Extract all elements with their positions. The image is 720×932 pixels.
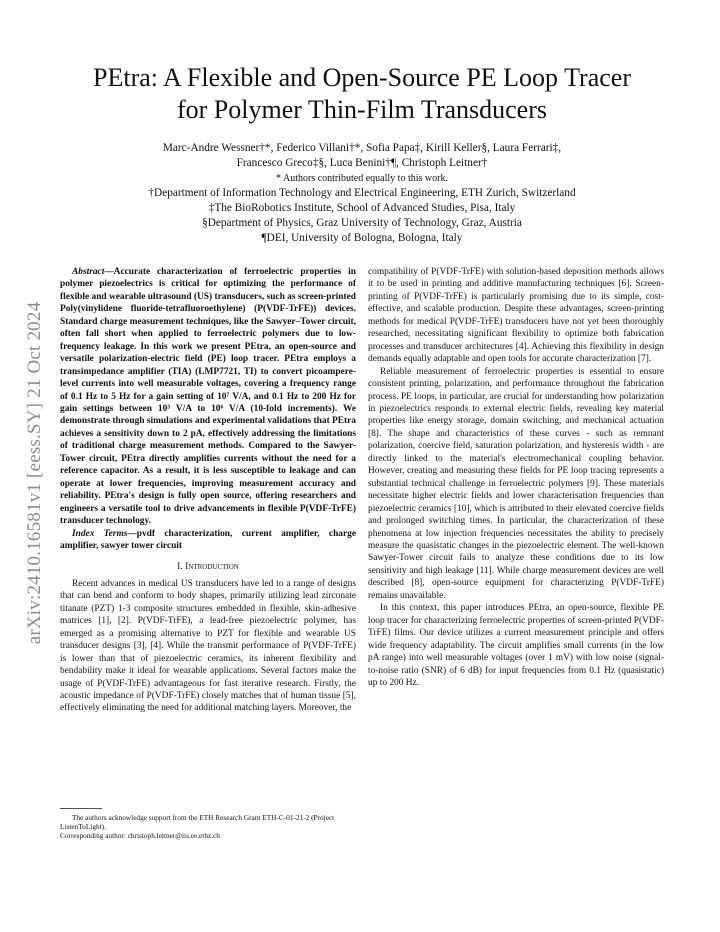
author-block xyxy=(90,141,634,246)
intro-paragraph-2: Reliable measurement of ferroelectric properties is essential to ensure consistent printing, polarization, and performance throughout the fabrication process. PE loops, in particular, are crucial for understanding how polarization in piezoelectrics responds to external electric fields, revealing key material properties like energy storage, domain switching, and mechanical actuation [8]. The shape and characteristics of these curves - such as remnant polarization, coercive field, saturation polarization, and hysteresis width - are directly linked to the material's electromechanical coupling behavior. However, creating and measuring these fields for PE loop tracing represents a substantial technical challenge in ferroelectric polymers [9]. These materials necessitate higher electric fields and lower characterisation frequencies than piezoelectric ceramics [10], which is attributed to their elevated coercive fields and prolonged switching times. In particular, the characterization of these phenomena at low injection frequencies necessitates the ability to precisely measure the quasistatic changes in the piezoelectric element. The well-known Sawyer-Tower circuit fails to analyze these conditions due to its low sensitivity and high leakage [11]. While charge measurement devices are well described [8], open-source equipment for characterizing P(VDF-TrFE) remains unavailable. xyxy=(368,366,664,601)
intro-paragraph-3: In this context, this paper introduces PEtra, an open-source, flexible PE loop tracer for characterizing ferroelectric properties of screen-printed P(VDF-TrFE) films. Our device utilizes a current measurement principle and offers wide frequency adaptability. The circuit amplifies small currents (in the low pA range) into well measurable voltages (over 1 mV) with low noise (signal-to-noise ratio (SNR) of 6 dB) for input frequencies from 0.1 Hz (quasistatic) up to 200 Hz. xyxy=(368,603,664,688)
affiliation-graz: §Department of Physics, Graz University of Technology, Graz, Austria xyxy=(202,217,522,229)
affiliation-biorobotics: ‡The BioRobotics Institute, School of Advanced Studies, Pisa, Italy xyxy=(208,202,516,214)
author-line-1: Marc-Andre Wessner†*, Federico Villani†*, Sofia Papa‡, Kirill Keller§, Laura Ferrari‡, xyxy=(162,142,562,154)
section-heading-introduction: I. Introduction xyxy=(177,561,239,573)
abstract-text: —Accurate characterization of ferroelectric properties in polymer piezoelectrics is critical for optimizing the performance of flexible and wearable ultrasound (US) transducers, such as screen-printed Poly(vinylidene fluoride-tetrafluoroethylene) (P(VDF-TrFE)) devices. Standard charge measurement techniques, like the Sawyer–Tower circuit, often fall short when applied to ferroelectric polymers due to low-frequency leakage. In this work we present PEtra, an open-source and versatile polarization-electric field (PE) loop tracer. PEtra employs a transimpedance amplifier (TIA) (LMP7721, TI) to convert picoampere-level currents into well measurable voltages, covering a frequency range of 0.1 Hz to 5 Hz for a gain setting of 10⁷ V/A, and 0.1 Hz to 200 Hz for gain settings between 10³ V/A to 10⁶ V/A (10-fold increments). We demonstrate through simulations and experimental validations that PEtra achieves a sensitivity down to 2 pA, effectively addressing the limitations of traditional charge measurement methods. Compared to the Sawyer-Tower circuit, PEtra directly amplifies currents without the need for a reference capacitor. As a result, it is less susceptible to leakage and can operate at lower frequencies, improving measurement accuracy and reliability. PEtra's design is fully open source, offering researchers and engineers a versatile tool to drive advancements in flexible P(VDF-TrFE) transducer technology. xyxy=(60,267,356,527)
footnote xyxy=(60,813,356,840)
affiliation-bologna: ¶DEI, University of Bologna, Bologna, Italy xyxy=(261,232,463,244)
author-line-2: Francesco Greco‡§, Luca Benini†¶, Christoph Leitner† xyxy=(236,157,488,169)
index-terms xyxy=(60,528,356,553)
arxiv-id-text: arXiv:2410.16581v1 [eess.SY] 21 Oct 2024 xyxy=(24,301,45,645)
equal-contribution-note: * Authors contributed equally to this work. xyxy=(276,173,448,184)
index-terms-text: —pvdf characterization, current amplifier, charge amplifier, sawyer tower circuit xyxy=(60,528,356,551)
index-terms-label: Index Terms xyxy=(72,528,128,539)
abstract xyxy=(60,266,356,528)
title-line-1: PEtra: A Flexible and Open-Source PE Loop Tracer xyxy=(93,63,631,92)
arxiv-side-identifier xyxy=(22,258,48,688)
paper-title xyxy=(60,62,664,126)
title-line-2: for Polymer Thin-Film Transducers xyxy=(176,95,548,124)
footnote-corresponding-author: Corresponding author: christoph.leitner@iis.ee.ethz.ch xyxy=(60,831,220,840)
footnote-rule xyxy=(60,808,102,809)
abstract-label: Abstract xyxy=(72,267,105,277)
right-column xyxy=(368,266,664,689)
affiliation-eth: †Department of Information Technology and Electrical Engineering, ETH Zurich, Switzerland xyxy=(148,187,576,199)
intro-paragraph-1: Recent advances in medical US transducers have led to a range of designs that can bend and conform to body shapes, primarily utilizing lead zirconate titanate (PZT) 1-3 composite structures embedded in flexible, skin-adhesive matrices [1], [2]. P(VDF-TrFE), a lead-free piezoelectric polymer, has emerged as a promising alternative to PZT for flexible and wearable US transducer designs [3], [4]. While the transmit performance of P(VDF-TrFE) is lower than that of piezoelectric ceramics, its inherent flexibility and bendability make it ideal for wearable applications. Several factors make the usage of P(VDF-TrFE) advantageous for fast iterative research. Firstly, the acoustic impedance of P(VDF-TrFE) closely matches that of human tissue [5], effectively eliminating the need for additional matching layers. Moreover, the xyxy=(60,578,356,714)
intro-paragraph-cont: compatibility of P(VDF-TrFE) with solution-based deposition methods allows it to be used in printing and additive manufacturing techniques [6]. Screen-printing of P(VDF-TrFE) is particularly promising due to its simple, cost-effective, and scalable production. Despite these advantages, screen-printing methods for medical P(VDF-TrFE) transducers have not yet been thoroughly researched, necessitating significant flexibility to optimize both fabrication processes and transducer architectures [4]. Achieving this flexibility in design demands equally adaptable and open tools for accurate characterization [7]. xyxy=(368,267,664,365)
left-column xyxy=(60,266,356,715)
footnote-funding: The authors acknowledge support from the ETH Research Grant ETH-C-01-21-2 (Project ListenToLight). xyxy=(60,813,335,831)
